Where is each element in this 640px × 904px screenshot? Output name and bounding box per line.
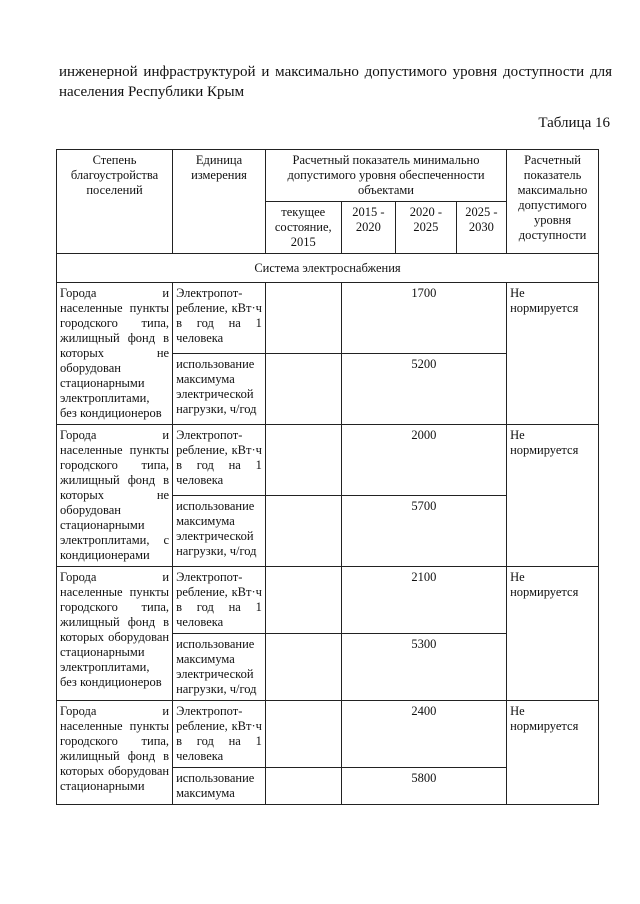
table-row [57,567,599,634]
intro-paragraph: инженерной инфраструктурой и максимально допустимого уровня доступности для населения Республики Крым [59,64,612,100]
settlement-cell: Города и населенные пункты городского типа, жилищный фонд в которых не оборудован стационарными электроплитами, с кондиционерами [57,425,173,567]
current-value-cell [265,567,341,634]
unit-load-cell: использование максимума [173,768,266,805]
section-power-supply: Система электроснабжения [57,254,599,283]
value-cell: 5200 [341,354,507,425]
table-caption: Таблица 16 [538,115,610,131]
current-value-cell [265,768,341,805]
access-cell: Не нормируется [507,425,599,567]
access-cell: Не нормируется [507,701,599,805]
header-max-access: Расчетный показатель максимально допустимого уровня доступности [507,150,599,254]
current-value-cell [265,496,341,567]
current-value-cell [265,634,341,701]
unit-consumption-cell: Электропот-ребление, кВт·ч в год на 1 человека [173,283,266,354]
value-cell: 2000 [341,425,507,496]
unit-consumption-cell: Электропот-ребление, кВт·ч в год на 1 человека [173,425,266,496]
unit-consumption-cell: Электропот-ребление, кВт·ч в год на 1 человека [173,701,266,768]
access-cell: Не нормируется [507,283,599,425]
header-current-2015: текущее состояние, 2015 [265,202,341,254]
access-cell: Не нормируется [507,567,599,701]
settlement-cell: Города и населенные пункты городского типа, жилищный фонд в которых оборудован стационарными электроплитами, без кондиционеров [57,567,173,701]
current-value-cell [265,354,341,425]
unit-load-cell: использование максимума электрической нагрузки, ч/год [173,354,266,425]
current-value-cell [265,425,341,496]
value-cell: 5800 [341,768,507,805]
table-row [57,701,599,768]
settlement-cell: Города и населенные пункты городского типа, жилищный фонд в которых оборудован стационарными [57,701,173,805]
unit-load-cell: использование максимума электрической нагрузки, ч/год [173,634,266,701]
settlement-cell: Города и населенные пункты городского типа, жилищный фонд в которых не оборудован стационарными электроплитами, без кондиционеров [57,283,173,425]
current-value-cell [265,283,341,354]
value-cell: 5700 [341,496,507,567]
value-cell: 2400 [341,701,507,768]
header-2020-2025: 2020 - 2025 [396,202,457,254]
header-min-level-group: Расчетный показатель минимально допустимого уровня обеспеченности объектами [265,150,506,202]
table-row [57,425,599,496]
value-cell: 2100 [341,567,507,634]
header-2025-2030: 2025 - 2030 [456,202,506,254]
indicators-table [56,149,599,805]
unit-load-cell: использование максимума электрической нагрузки, ч/год [173,496,266,567]
value-cell: 1700 [341,283,507,354]
current-value-cell [265,701,341,768]
unit-consumption-cell: Электропот-ребление, кВт·ч в год на 1 человека [173,567,266,634]
table-row [57,283,599,354]
value-cell: 5300 [341,634,507,701]
header-unit: Единица измерения [173,150,266,254]
header-2015-2020: 2015 - 2020 [341,202,396,254]
header-settlement: Степень благоустройства поселений [57,150,173,254]
